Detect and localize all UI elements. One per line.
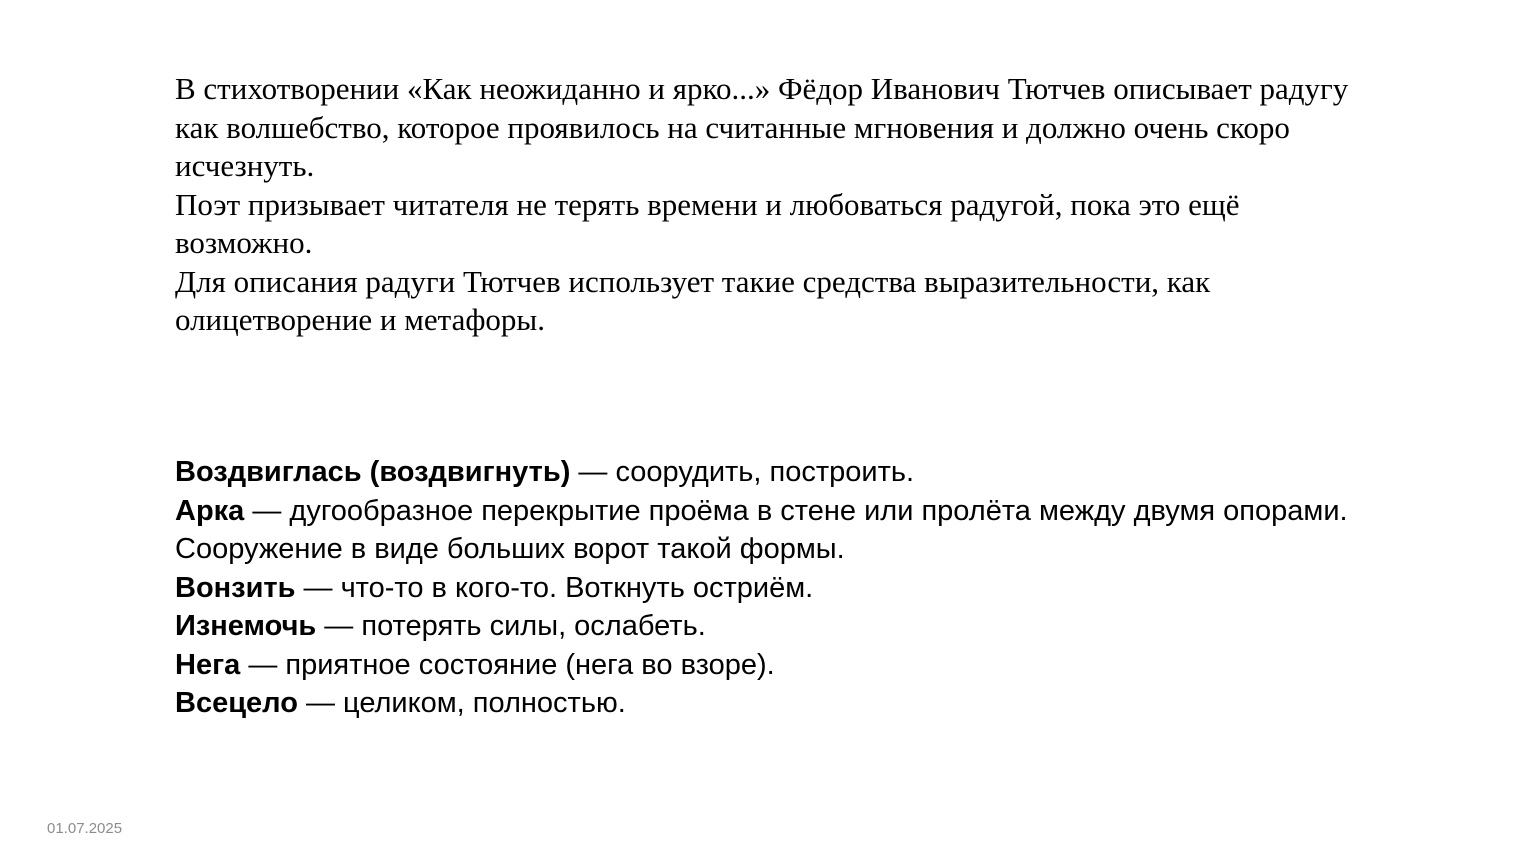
glossary-entry	[175, 607, 1375, 646]
glossary	[175, 453, 1375, 723]
glossary-entry	[175, 569, 1375, 608]
glossary-definition: — приятное состояние (нега во взоре).	[240, 648, 775, 681]
glossary-definition: — дугообразное перекрытие проёма в стене или пролёта между двумя опорами. Сооружение в виде больших ворот такой формы.	[175, 494, 1348, 565]
glossary-entry	[175, 453, 1375, 492]
glossary-entry	[175, 684, 1375, 723]
intro-paragraph: Поэт призывает читателя не терять времени и любоваться радугой, пока это ещё возможно.	[175, 186, 1240, 260]
glossary-definition: — что-то в кого-то. Воткнуть остриём.	[295, 571, 814, 604]
intro-paragraph: Для описания радуги Тютчев использует такие средства выразительности, как олицетворение и метафоры.	[175, 263, 1211, 337]
glossary-definition: — потерять силы, ослабеть.	[316, 610, 706, 642]
slide-date: 01.07.2025	[47, 820, 123, 837]
glossary-term: Изнемочь	[175, 610, 317, 642]
glossary-term: Нега	[175, 648, 241, 681]
glossary-term: Воздвиглась (воздвигнуть)	[175, 456, 571, 488]
intro-paragraph: В стихотворении «Как неожиданно и ярко...» Фёдор Иванович Тютчев описывает радугу как волшебство, которое проявилось на считанные мгновения и должно очень скоро исчезнуть.	[175, 71, 1349, 183]
glossary-term: Арка	[175, 494, 245, 527]
glossary-definition: — соорудить, построить.	[570, 456, 915, 488]
glossary-definition: — целиком, полностью.	[297, 687, 626, 719]
glossary-term: Вонзить	[175, 571, 296, 604]
glossary-entry	[175, 646, 1375, 685]
intro-text	[175, 70, 1375, 340]
glossary-entry	[175, 492, 1375, 569]
glossary-term: Всецело	[175, 687, 298, 719]
